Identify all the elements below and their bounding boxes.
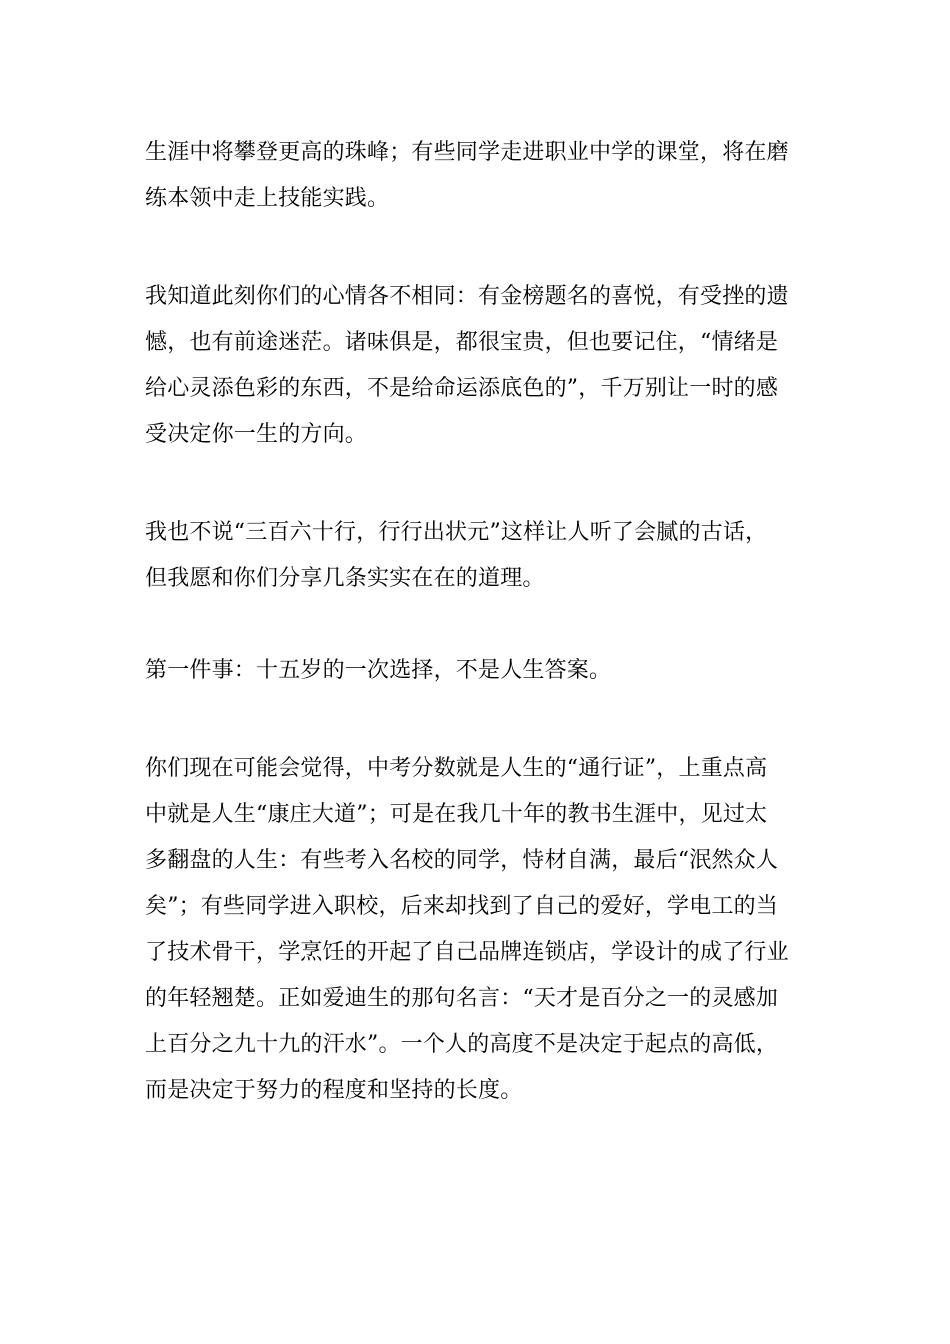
- text-line: 的年轻翘楚。正如爱迪生的那句名言：“天才是百分之一的灵感加: [145, 986, 779, 1011]
- text-line: 中就是人生“康庄大道”；可是在我几十年的教书生涯中，见过太: [145, 802, 768, 827]
- paragraph-2: [145, 274, 810, 458]
- text-line: 生涯中将攀登更高的珠峰；有些同学走进职业中学的课堂，将在磨: [145, 140, 789, 165]
- text-line: 矣”；有些同学进入职校，后来却找到了自己的爱好，学电工的当: [145, 894, 779, 919]
- text-line: 了技术骨干，学烹饪的开起了自己品牌连锁店，学设计的成了行业: [145, 940, 789, 965]
- text-line: 第一件事：十五岁的一次选择，不是人生答案。: [145, 658, 612, 683]
- text-line: 多翻盘的人生：有些考入名校的同学，恃材自满，最后“泯然众人: [145, 848, 779, 873]
- text-line: 憾，也有前途迷茫。诸味俱是，都很宝贵，但也要记住，“情绪是: [145, 330, 779, 355]
- paragraph-5: [145, 746, 810, 1114]
- paragraph-1: [145, 130, 810, 222]
- paragraph-4-heading: [145, 648, 810, 694]
- text-line: 受决定你一生的方向。: [145, 422, 368, 447]
- text-line: 我也不说“三百六十行，行行出状元”这样让人听了会腻的古话，: [145, 520, 768, 545]
- text-line: 而是决定于努力的程度和坚持的长度。: [145, 1078, 523, 1103]
- document-body: [145, 130, 810, 1114]
- text-line: 你们现在可能会觉得，中考分数就是人生的“通行证”，上重点高: [145, 756, 768, 781]
- text-line: 但我愿和你们分享几条实实在在的道理。: [145, 566, 545, 591]
- text-line: 上百分之九十九的汗水”。一个人的高度不是决定于起点的高低，: [145, 1032, 779, 1057]
- text-line: 练本领中走上技能实践。: [145, 186, 390, 211]
- text-line: 给心灵添色彩的东西，不是给命运添底色的”，千万别让一时的感: [145, 376, 779, 401]
- text-line: 我知道此刻你们的心情各不相同：有金榜题名的喜悦，有受挫的遗: [145, 284, 789, 309]
- paragraph-3: [145, 510, 810, 602]
